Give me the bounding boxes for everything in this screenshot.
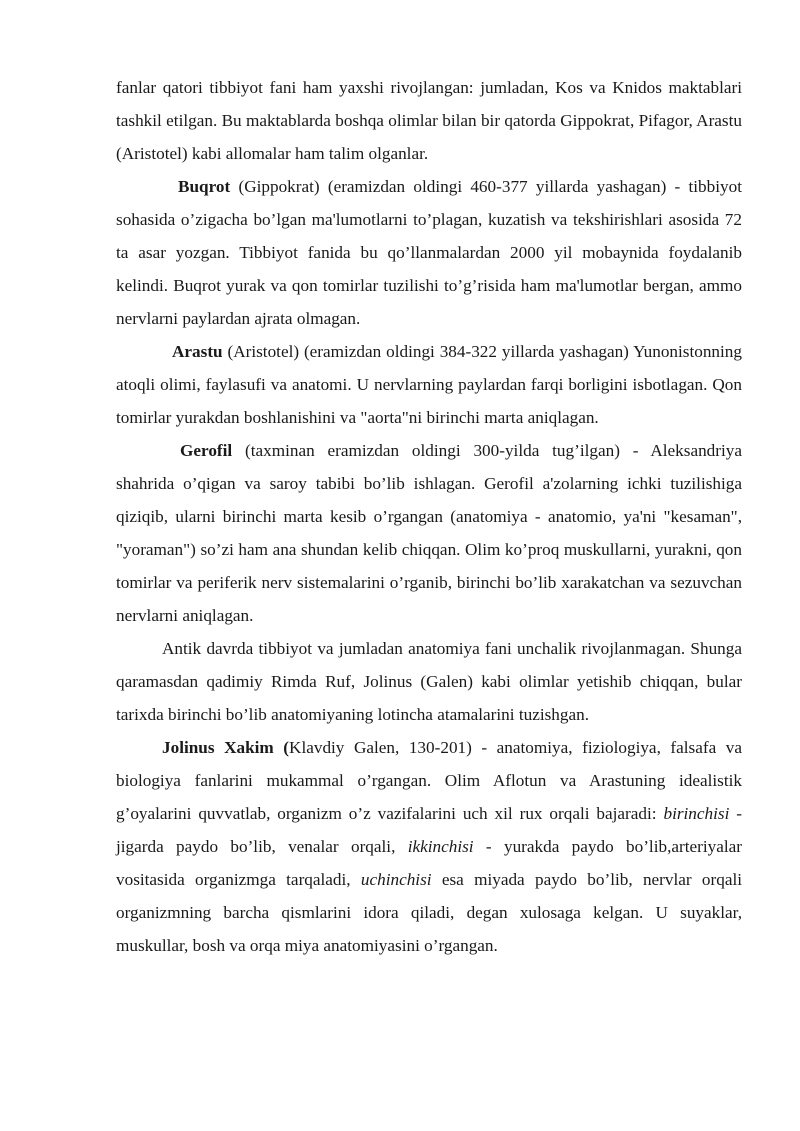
paragraph-text: Klavdiy Galen, 130-201) - anatomiya, fiziologiya, falsafa va biologiya fanlarini mukammal o’rgangan. Olim Aflotun va Arastuning idealistik g’oyalarini quvvatlab, organizm o’z vazifalarini uch xil rux orqali bajaradi:: [116, 738, 742, 823]
paragraph-text: esa miyada paydo bo’lib, nervlar orqali organizmning barcha qismlarini idora qiladi, degan xulosaga kelgan. U suyaklar, muskullar, bosh va orqa miya anatomiyasini o’rgangan.: [116, 870, 742, 955]
paragraph-text: (taxminan eramizdan oldingi 300-yilda tug’ilgan) - Aleksandriya shahrida o’qigan va saroy tabibi bo’lib ishlagan. Gerofil a'zolarning ichki tuzilishiga qiziqib, ularni birinchi marta kesib o’rgangan (anatomiya - anatomio, ya'ni "kesaman", "yoraman") so’zi ham ana shundan kelib chiqqan. Olim ko’proq muskullarni, yurakni, qon tomirlar va periferik nerv sistemalarini o’rganib, birinchi bo’lib xarakatchan va sezuvchan nervlarni aniqlagan.: [116, 441, 742, 625]
term-jolinus: Jolinus Xakim (: [162, 738, 290, 757]
paragraph-text: - jigarda paydo bo’lib, venalar orqali,: [116, 804, 742, 856]
paragraph-text: (Gippokrat) (eramizdan oldingi 460-377 yillarda yashagan) - tibbiyot sohasida o’zigacha bo’lgan ma'lumotlarni to’plagan, kuzatish va tekshirishlari asosida 72 ta asar yozgan. Tibbiyot fanida bu qo’llanmalardan 2000 yil mobaynida foydalanib kelindi. Buqrot yurak va qon tomirlar tuzilishi to’g’risida ham ma'lumotlar bergan, ammo nervlarni paylardan ajrata olmagan.: [116, 177, 742, 328]
term-buqrot: Buqrot: [178, 177, 231, 196]
paragraph-text: Antik davrda tibbiyot va jumladan anatomiya fani unchalik rivojlanmagan. Shunga qaramasdan qadimiy Rimda Ruf, Jolinus (Galen) kabi olimlar yetishib chiqqan, bular tarixda birinchi bo’lib anatomiyaning lotincha atamalarini tuzishgan.: [116, 639, 742, 724]
paragraph-text: (Aristotel) (eramizdan oldingi 384-322 yillarda yashagan) Yunonistonning atoqli olimi, faylasufi va anatomi. U nervlarning paylardan farqi borligini isbotlagan. Qon tomirlar yurakdan boshlanishini va "aorta"ni birinchi marta aniqlagan.: [116, 342, 742, 427]
paragraph-buqrot: [116, 170, 742, 335]
paragraph-text: - yurakda paydo bo’lib,arteriyalar vositasida organizmga tarqaladi,: [116, 837, 742, 889]
paragraph-jolinus: [116, 731, 742, 962]
paragraph-gerofil: [116, 434, 742, 632]
paragraph-antik: [116, 632, 742, 731]
paragraph-intro: [116, 71, 742, 170]
paragraph-arastu: [116, 335, 742, 434]
term-gerofil: Gerofil: [180, 441, 233, 460]
term-birinchisi: birinchisi: [663, 804, 730, 823]
paragraph-text: fanlar qatori tibbiyot fani ham yaxshi rivojlangan: jumladan, Kos va Knidos maktablari tashkil etilgan. Bu maktablarda boshqa olimlar bilan bir qatorda Gippokrat, Pifagor, Arastu (Aristotel) kabi allomalar ham talim olganlar.: [116, 78, 742, 163]
body-text: [116, 71, 742, 962]
term-ikkinchisi: ikkinchisi: [407, 837, 474, 856]
term-arastu: Arastu: [172, 342, 223, 361]
term-uchinchisi: uchinchisi: [360, 870, 432, 889]
